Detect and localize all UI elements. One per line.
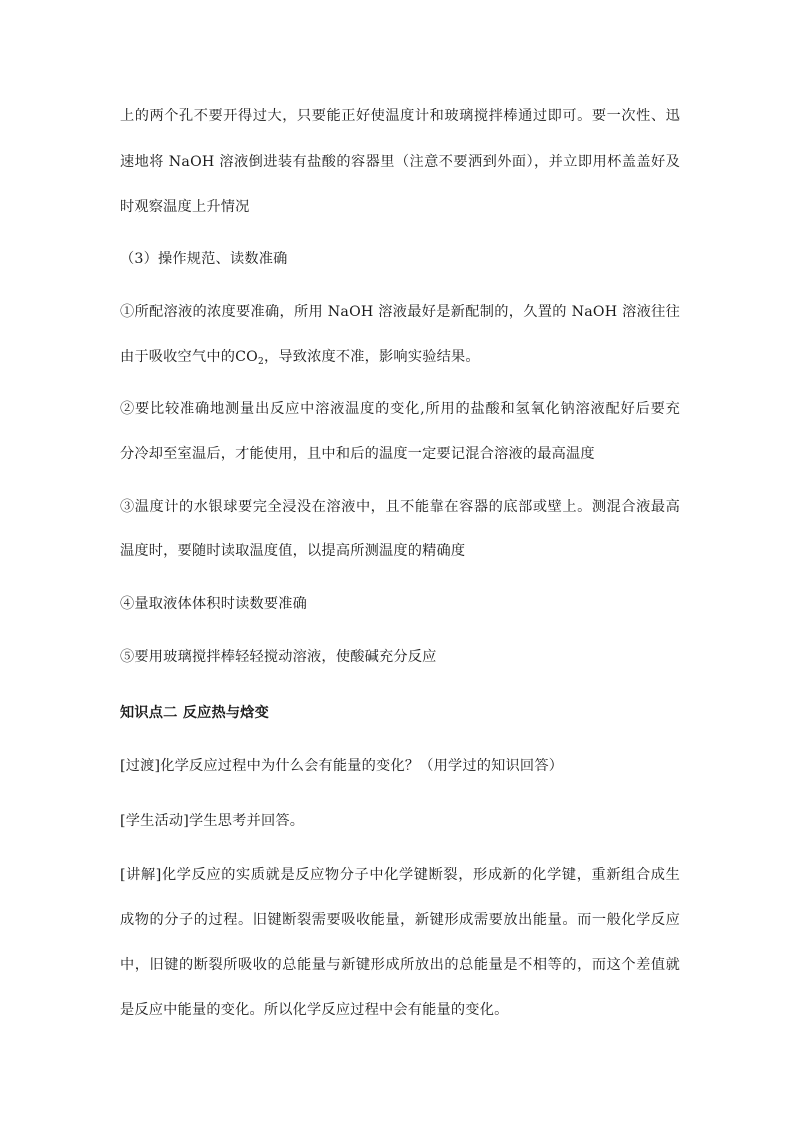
list-item-3-continued: 温度时，要随时读取温度值，以提高所测温度的精确度 — [120, 543, 466, 559]
list-item-5: ⑤要用玻璃搅拌棒轻轻搅动溶液，使酸碱充分反应 — [120, 649, 437, 665]
list-item-2: ②要比较准确地测量出反应中溶液温度的变化,所用的盐酸和氢氧化钠溶液配好后要充 — [120, 401, 680, 417]
transition-line: [过渡]化学反应过程中为什么会有能量的变化？（用学过的知识回答） — [120, 758, 564, 774]
paragraph-line: 速地将 NaOH 溶液倒进装有盐酸的容器里（注意不要洒到外面），并立即用杯盖盖好及 — [120, 154, 680, 170]
list-item-2-continued: 分冷却至室温后，才能使用，且中和后的温度一定要记混合溶液的最高温度 — [120, 446, 595, 462]
paragraph-line: 时观察温度上升情况 — [120, 199, 250, 215]
explanation-line: 中，旧键的断裂所吸收的总能量与新键形成所放出的总能量是不相等的，而这个差值就 — [120, 957, 680, 973]
section-heading: 知识点二 反应热与焓变 — [120, 705, 270, 721]
paragraph-line: 上的两个孔不要开得过大，只要能正好使温度计和玻璃搅拌棒通过即可。要一次性、迅 — [120, 108, 680, 124]
explanation-line: 是反应中能量的变化。所以化学反应过程中会有能量的变化。 — [120, 1002, 509, 1018]
section-subtitle: （3）操作规范、读数准确 — [120, 251, 288, 267]
list-item-1-continued: 由于吸收空气中的$CO_2$，导致浓度不准，影响实验结果。 — [120, 349, 480, 367]
explanation-line: [讲解]化学反应的实质就是反应物分子中化学键断裂，形成新的化学键，重新组合成生 — [120, 867, 680, 883]
student-activity-line: [学生活动]学生思考并回答。 — [120, 813, 305, 829]
list-item-3: ③温度计的水银球要完全浸没在溶液中，且不能靠在容器的底部或壁上。测混合液最高 — [120, 499, 680, 515]
list-item-1: ①所配溶液的浓度要准确，所用 NaOH 溶液最好是新配制的，久置的 NaOH 溶液往往 — [120, 304, 680, 320]
list-item-4: ④量取液体体积时读数要准确 — [120, 596, 308, 612]
explanation-line: 成物的分子的过程。旧键断裂需要吸收能量，新键形成需要放出能量。而一般化学反应 — [120, 912, 680, 928]
